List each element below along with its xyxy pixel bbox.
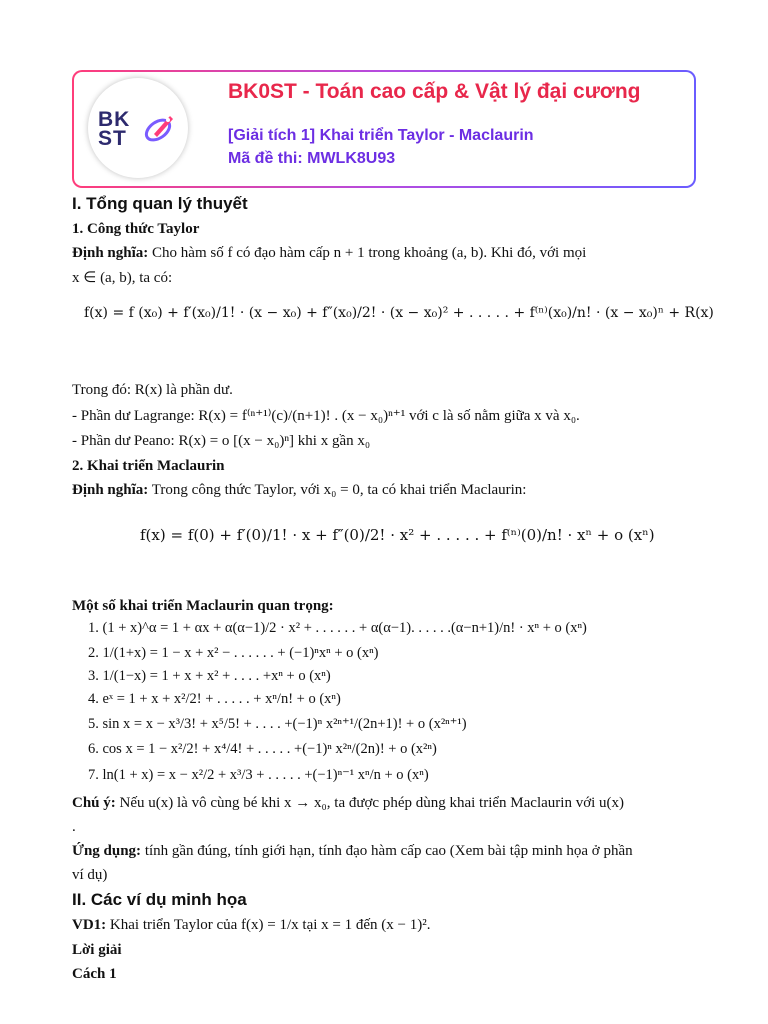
logo-line1: BK [98, 108, 131, 131]
expansion-7: 7. ln(1 + x) = x − x²/2 + x³/3 + . . . . . +(−1)ⁿ⁻¹ xⁿ/n + o (xⁿ) [88, 767, 429, 783]
example1-text: Khai triển Taylor của f(x) = 1/x tại x = 1 đến (x − 1)². [106, 917, 431, 933]
expansion-3: 3. 1/(1−x) = 1 + x + x² + . . . . +xⁿ + o (xⁿ) [88, 668, 331, 684]
note-text: Nếu u(x) là vô cùng bé khi x → x₀, ta được phép dùng khai triển Maclaurin với u(x) [115, 795, 625, 811]
note-end: . [72, 819, 76, 835]
maclaurin-formula: f(x) = f(0) + f′(0)/1! · x + f″(0)/2! · x² + . . . . . + f⁽ⁿ⁾(0)/n! · xⁿ + o (xⁿ) [140, 526, 655, 544]
definition2-line [72, 480, 526, 500]
subtitle-text: [Giải tích 1] Khai triển Taylor - Maclaurin [228, 127, 534, 144]
definition-label: Định nghĩa: [72, 245, 149, 261]
application-line1 [72, 841, 633, 861]
definition-text: Cho hàm số f có đạo hàm cấp n + 1 trong khoảng (a, b). Khi đó, với mọi [148, 245, 587, 261]
expansion-4: 4. eˣ = 1 + x + x²/2! + . . . . . + xⁿ/n! + o (xⁿ) [88, 691, 341, 707]
bkost-logo [88, 78, 188, 178]
expansion-6: 6. cos x = 1 − x²/2! + x⁴/4! + . . . . . +(−1)ⁿ x²ⁿ/(2n)! + o (x²ⁿ) [88, 741, 437, 757]
logo-text [98, 110, 130, 148]
definition2-text: Trong công thức Taylor, với x₀ = 0, ta có khai triển Maclaurin: [148, 482, 527, 498]
application-label: Ứng dụng: [72, 843, 142, 859]
expansion-5: 5. sin x = x − x³/3! + x⁵/5! + . . . . +(−1)ⁿ x²ⁿ⁺¹/(2n+1)! + o (x²ⁿ⁺¹) [88, 716, 467, 732]
expansion-2: 2. 1/(1+x) = 1 − x + x² − . . . . . . + (−1)ⁿxⁿ + o (xⁿ) [88, 645, 379, 661]
remainder-intro: Trong đó: R(x) là phần dư. [72, 382, 233, 398]
example1-line [72, 915, 430, 935]
maclaurin-subheading: 2. Khai triển Maclaurin [72, 458, 225, 474]
section1-heading: I. Tổng quan lý thuyết [72, 194, 248, 213]
logo-line2: ST [98, 127, 127, 150]
header-title: BK0ST - Toán cao cấp & Vật lý đại cương [228, 80, 641, 103]
expansion-1: 1. (1 + x)^α = 1 + αx + α(α−1)/2 · x² + . . . . . . + α(α−1). . . . . .(α−n+1)/n! · xⁿ + o (xⁿ) [88, 620, 587, 636]
section2-heading: II. Các ví dụ minh họa [72, 890, 247, 909]
definition-line1 [72, 243, 586, 263]
application-line2: ví dụ) [72, 867, 108, 883]
rocket-icon [140, 108, 180, 148]
taylor-formula: f(x) = f (x₀) + f′(x₀)/1! · (x − x₀) + f″(x₀)/2! · (x − x₀)² + . . . . . + f⁽ⁿ⁾(x₀)/n! · (x − x₀)ⁿ + R(x) [84, 305, 714, 321]
solution-heading: Lời giải [72, 942, 122, 958]
method1-heading: Cách 1 [72, 966, 117, 982]
lagrange-remainder: - Phần dư Lagrange: R(x) = f⁽ⁿ⁺¹⁾(c)/(n+1)! . (x − x₀)ⁿ⁺¹ với c là số nằm giữa x và x₀. [72, 408, 580, 424]
note-line [72, 793, 624, 813]
definition-line2: x ∈ (a, b), ta có: [72, 270, 173, 286]
expansions-heading: Một số khai triển Maclaurin quan trọng: [72, 598, 334, 614]
exam-code: Mã đề thi: MWLK8U93 [228, 150, 396, 167]
header-box [72, 70, 696, 188]
application-text: tính gần đúng, tính giới hạn, tính đạo hàm cấp cao (Xem bài tập minh họa ở phần [141, 843, 633, 859]
header-subtitle [228, 124, 534, 170]
taylor-subheading: 1. Công thức Taylor [72, 221, 200, 237]
example1-label: VD1: [72, 917, 107, 933]
peano-remainder: - Phần dư Peano: R(x) = o [(x − x₀)ⁿ] khi x gần x₀ [72, 433, 371, 449]
note-label: Chú ý: [72, 795, 116, 811]
definition2-label: Định nghĩa: [72, 482, 149, 498]
